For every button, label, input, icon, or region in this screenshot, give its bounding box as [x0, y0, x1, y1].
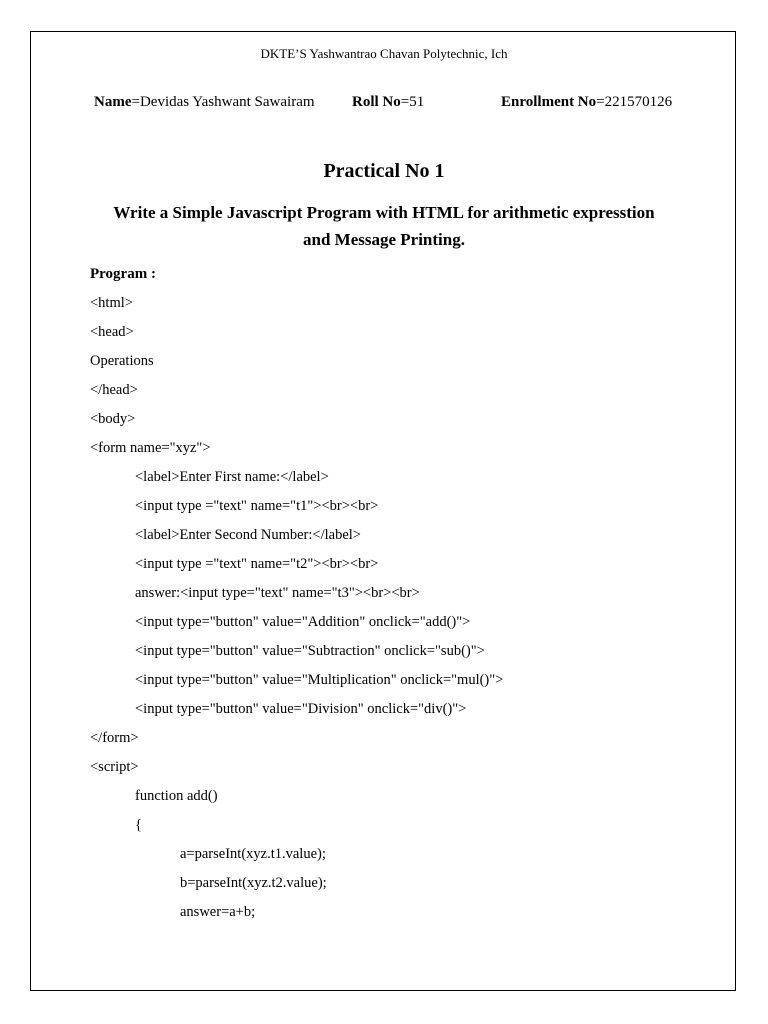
roll-value: =51	[400, 94, 425, 110]
code-line: <input type ="text" name="t2"><br><br>	[135, 556, 379, 572]
code-line: <head>	[90, 324, 134, 340]
code-line: a=parseInt(xyz.t1.value);	[180, 846, 326, 862]
roll-label: Roll No	[352, 94, 401, 110]
code-line: <input type="button" value="Multiplication" onclick="mul()">	[135, 672, 504, 688]
program-label: Program :	[90, 266, 156, 282]
code-line: function add()	[135, 788, 218, 804]
enroll-label: Enrollment No	[501, 94, 597, 110]
code-line: <script>	[90, 759, 139, 775]
student-name	[94, 94, 315, 111]
name-value: =Devidas Yashwant Sawairam	[131, 94, 315, 110]
enrollment-number	[501, 94, 672, 111]
program-code	[90, 294, 503, 932]
aim-line-1: Write a Simple Javascript Program with HTML for arithmetic expresstion	[113, 203, 655, 222]
code-line: <form name="xyz">	[90, 440, 211, 456]
code-line: answer=a+b;	[180, 904, 256, 920]
code-line: </head>	[90, 382, 138, 398]
code-line: <html>	[90, 295, 133, 311]
code-line: {	[135, 817, 142, 833]
name-label: Name	[94, 94, 132, 110]
code-line: <label>Enter First name:</label>	[135, 469, 329, 485]
practical-title: Practical No 1	[323, 160, 445, 182]
code-line: </form>	[90, 730, 139, 746]
aim-line-2: and Message Printing.	[303, 230, 465, 249]
code-line: answer:<input type="text" name="t3"><br><br>	[135, 585, 420, 601]
practical-aim	[84, 199, 684, 253]
code-line: b=parseInt(xyz.t2.value);	[180, 875, 327, 891]
institute-name: DKTE’S Yashwantrao Chavan Polytechnic, Ich	[260, 46, 508, 61]
code-line: <input type="button" value="Subtraction" onclick="sub()">	[135, 643, 485, 659]
code-line: <body>	[90, 411, 136, 427]
roll-number	[352, 94, 424, 111]
code-line: Operations	[90, 353, 154, 369]
code-line: <input type ="text" name="t1"><br><br>	[135, 498, 379, 514]
enroll-value: =221570126	[596, 94, 673, 110]
code-line: <input type="button" value="Addition" onclick="add()">	[135, 614, 471, 630]
code-line: <label>Enter Second Number:</label>	[135, 527, 361, 543]
code-line: <input type="button" value="Division" onclick="div()">	[135, 701, 467, 717]
